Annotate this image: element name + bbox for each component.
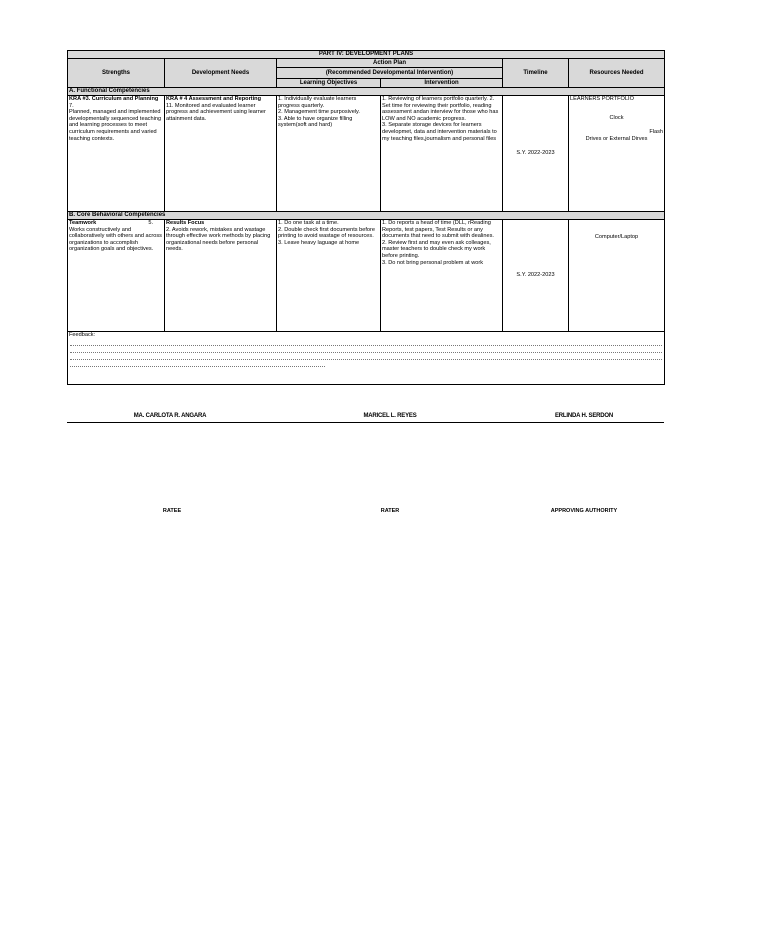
rater-role: RATER [380, 508, 400, 514]
header-resources: Resources Needed [569, 59, 665, 88]
header-development-needs: Development Needs [165, 59, 277, 88]
section-a-intervention: 1. Reviewing of learners portfolio quarterly. 2. Set time for reviewing their portfolio, reading assessment andan interview for those who has LOW and NO academic progress. 3. Separate storage devices for learners developmet, data and intervention materials to my teaching files,journalism and personal files [381, 96, 503, 212]
section-a-need-title: KRA # 4 Assessment and Reporting [166, 96, 262, 102]
approving-authority-name: ERLINDA H. SERDON [554, 413, 614, 419]
header-learning-objectives: Learning Objectives [277, 79, 381, 88]
section-a-need [165, 96, 277, 212]
section-b-objectives: 1. Do one task at a time. 2. Double check first documents before printing to avoid wastage of resources. 3. Leave heavy laguage at home [277, 220, 381, 332]
header-strengths: Strengths [68, 59, 165, 88]
section-a-title: A. Functional Competencies [68, 88, 665, 96]
section-b-strength-number: 5. [148, 220, 153, 226]
header-action-plan: Action Plan [277, 59, 503, 68]
section-b-resources [569, 220, 665, 332]
approving-authority-role: APPROVING AUTHORITY [550, 508, 618, 514]
section-b-title: B. Core Behavioral Competencies [68, 212, 665, 220]
section-a-resources [569, 96, 665, 212]
section-a-resource-drives: Drives or External Dirves [585, 135, 648, 142]
feedback-line [70, 360, 325, 367]
rater-name: MARICEL L. REYES [363, 413, 417, 419]
section-a-timeline: S.Y. 2022-2023 [503, 96, 569, 212]
feedback-line [70, 339, 662, 346]
section-a-resource-flash: Flash [649, 129, 664, 136]
ratee-name: MA. CARLOTA R. ANGARA [133, 413, 207, 419]
ratee-role: RATEE [162, 508, 182, 514]
development-plan-sheet [67, 50, 664, 385]
header-intervention: Intervention [381, 79, 503, 88]
section-a-strength-title: KRA #3. Curriculum and Planning [69, 96, 159, 102]
section-a-need-text: 11. Monitored and evaluated learner progress and achievement using learner attainment data. [166, 102, 266, 122]
header-timeline: Timeline [503, 59, 569, 88]
section-b-strength-title: Teamwork [69, 220, 97, 226]
section-b-need [165, 220, 277, 332]
section-b-timeline: S.Y. 2022-2023 [503, 220, 569, 332]
feedback-line [70, 346, 662, 353]
section-b-need-text: 2. Avoids rework, mistakes and wastage through effective work methods by placing organizational needs before personal needs. [166, 226, 271, 253]
signature-line [67, 422, 664, 423]
section-a-resource-portfolio: LEARNERS PORTFOLIO [570, 96, 634, 102]
section-a-objectives: 1. Individually evaluate learners progress quarterly. 2. Management time purposively. 3. Able to have organize filling system(soft and hard) [277, 96, 381, 212]
section-a-strength-text: 7. Planned, managed and implemented developmentally sequenced teaching and learning processes to meet curriculum requirements and varied teaching contexts. [69, 102, 162, 142]
section-b-need-title: Results Focus [166, 220, 205, 226]
section-b-strength-text: Works constructively and collaboratively with others and across organizations to accomplish organization goals and objectives. [69, 226, 162, 253]
feedback-box [68, 332, 665, 385]
section-a-strength [68, 96, 165, 212]
feedback-label: Feedback: [69, 332, 96, 338]
header-action-plan-sub: (Recommended Developmental Intervention) [277, 68, 503, 79]
section-b-strength [68, 220, 165, 332]
section-b-resource-computer: Computer/Laptop [594, 234, 639, 240]
section-b-intervention: 1. Do reports a head of time (DLL, rReading Reports, test papers, Test Results or any documents that need to submit with dealines. 2. Review first and may even ask colleages, master teachers to double check my work before printing. 3. Do not bring personal problem at work [381, 220, 503, 332]
section-a-resource-clock: Clock [609, 114, 624, 121]
development-plan-table [67, 50, 665, 385]
feedback-line [70, 353, 662, 360]
part-title: PART IV: DEVELOPMENT PLANS [68, 51, 665, 59]
